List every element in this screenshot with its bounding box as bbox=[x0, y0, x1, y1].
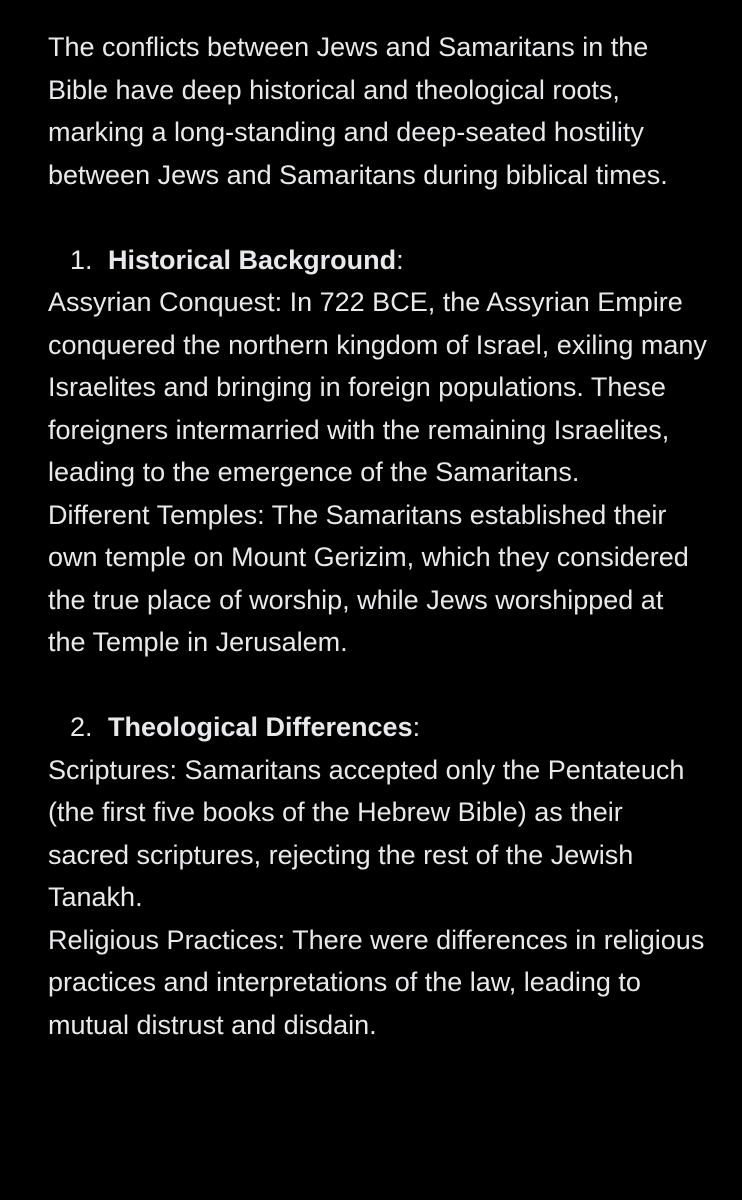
message-body bbox=[48, 26, 708, 1046]
list-item: Assyrian Conquest: In 722 BCE, the Assyrian Empire conquered the northern kingdom of Israel, exiling many Israelites and bringing in foreign populations. These foreigners intermarried with the remaining Israelites, leading to the emergence of the Samaritans. bbox=[48, 287, 707, 487]
section-heading bbox=[48, 239, 708, 282]
list-item: Different Temples: The Samaritans established their own temple on Mount Gerizim, which they considered the true place of worship, while Jews worshipped at the Temple in Jerusalem. bbox=[48, 499, 689, 657]
section-colon: : bbox=[396, 244, 404, 275]
list-item: Scriptures: Samaritans accepted only the Pentateuch (the first five books of the Hebrew Bible) as their sacred scriptures, rejecting the rest of the Jewish Tanakh. bbox=[48, 754, 685, 912]
section-heading bbox=[48, 706, 708, 749]
section-theological-differences bbox=[48, 706, 708, 1046]
section-title: Theological Differences bbox=[108, 712, 413, 742]
section-number: 1. bbox=[70, 244, 93, 275]
section-historical-background bbox=[48, 239, 708, 664]
section-colon: : bbox=[412, 712, 421, 742]
section-title: Historical Background bbox=[108, 244, 397, 275]
intro-paragraph: The conflicts between Jews and Samaritans in the Bible have deep historical and theological roots, marking a long-standing and deep-seated hostility between Jews and Samaritans during biblical times. bbox=[48, 32, 668, 190]
list-item: Religious Practices: There were differences in religious practices and interpretations of the law, leading to mutual distrust and disdain. bbox=[48, 924, 705, 1040]
section-number: 2. bbox=[70, 712, 93, 742]
spacer bbox=[48, 664, 708, 707]
spacer bbox=[48, 196, 708, 239]
